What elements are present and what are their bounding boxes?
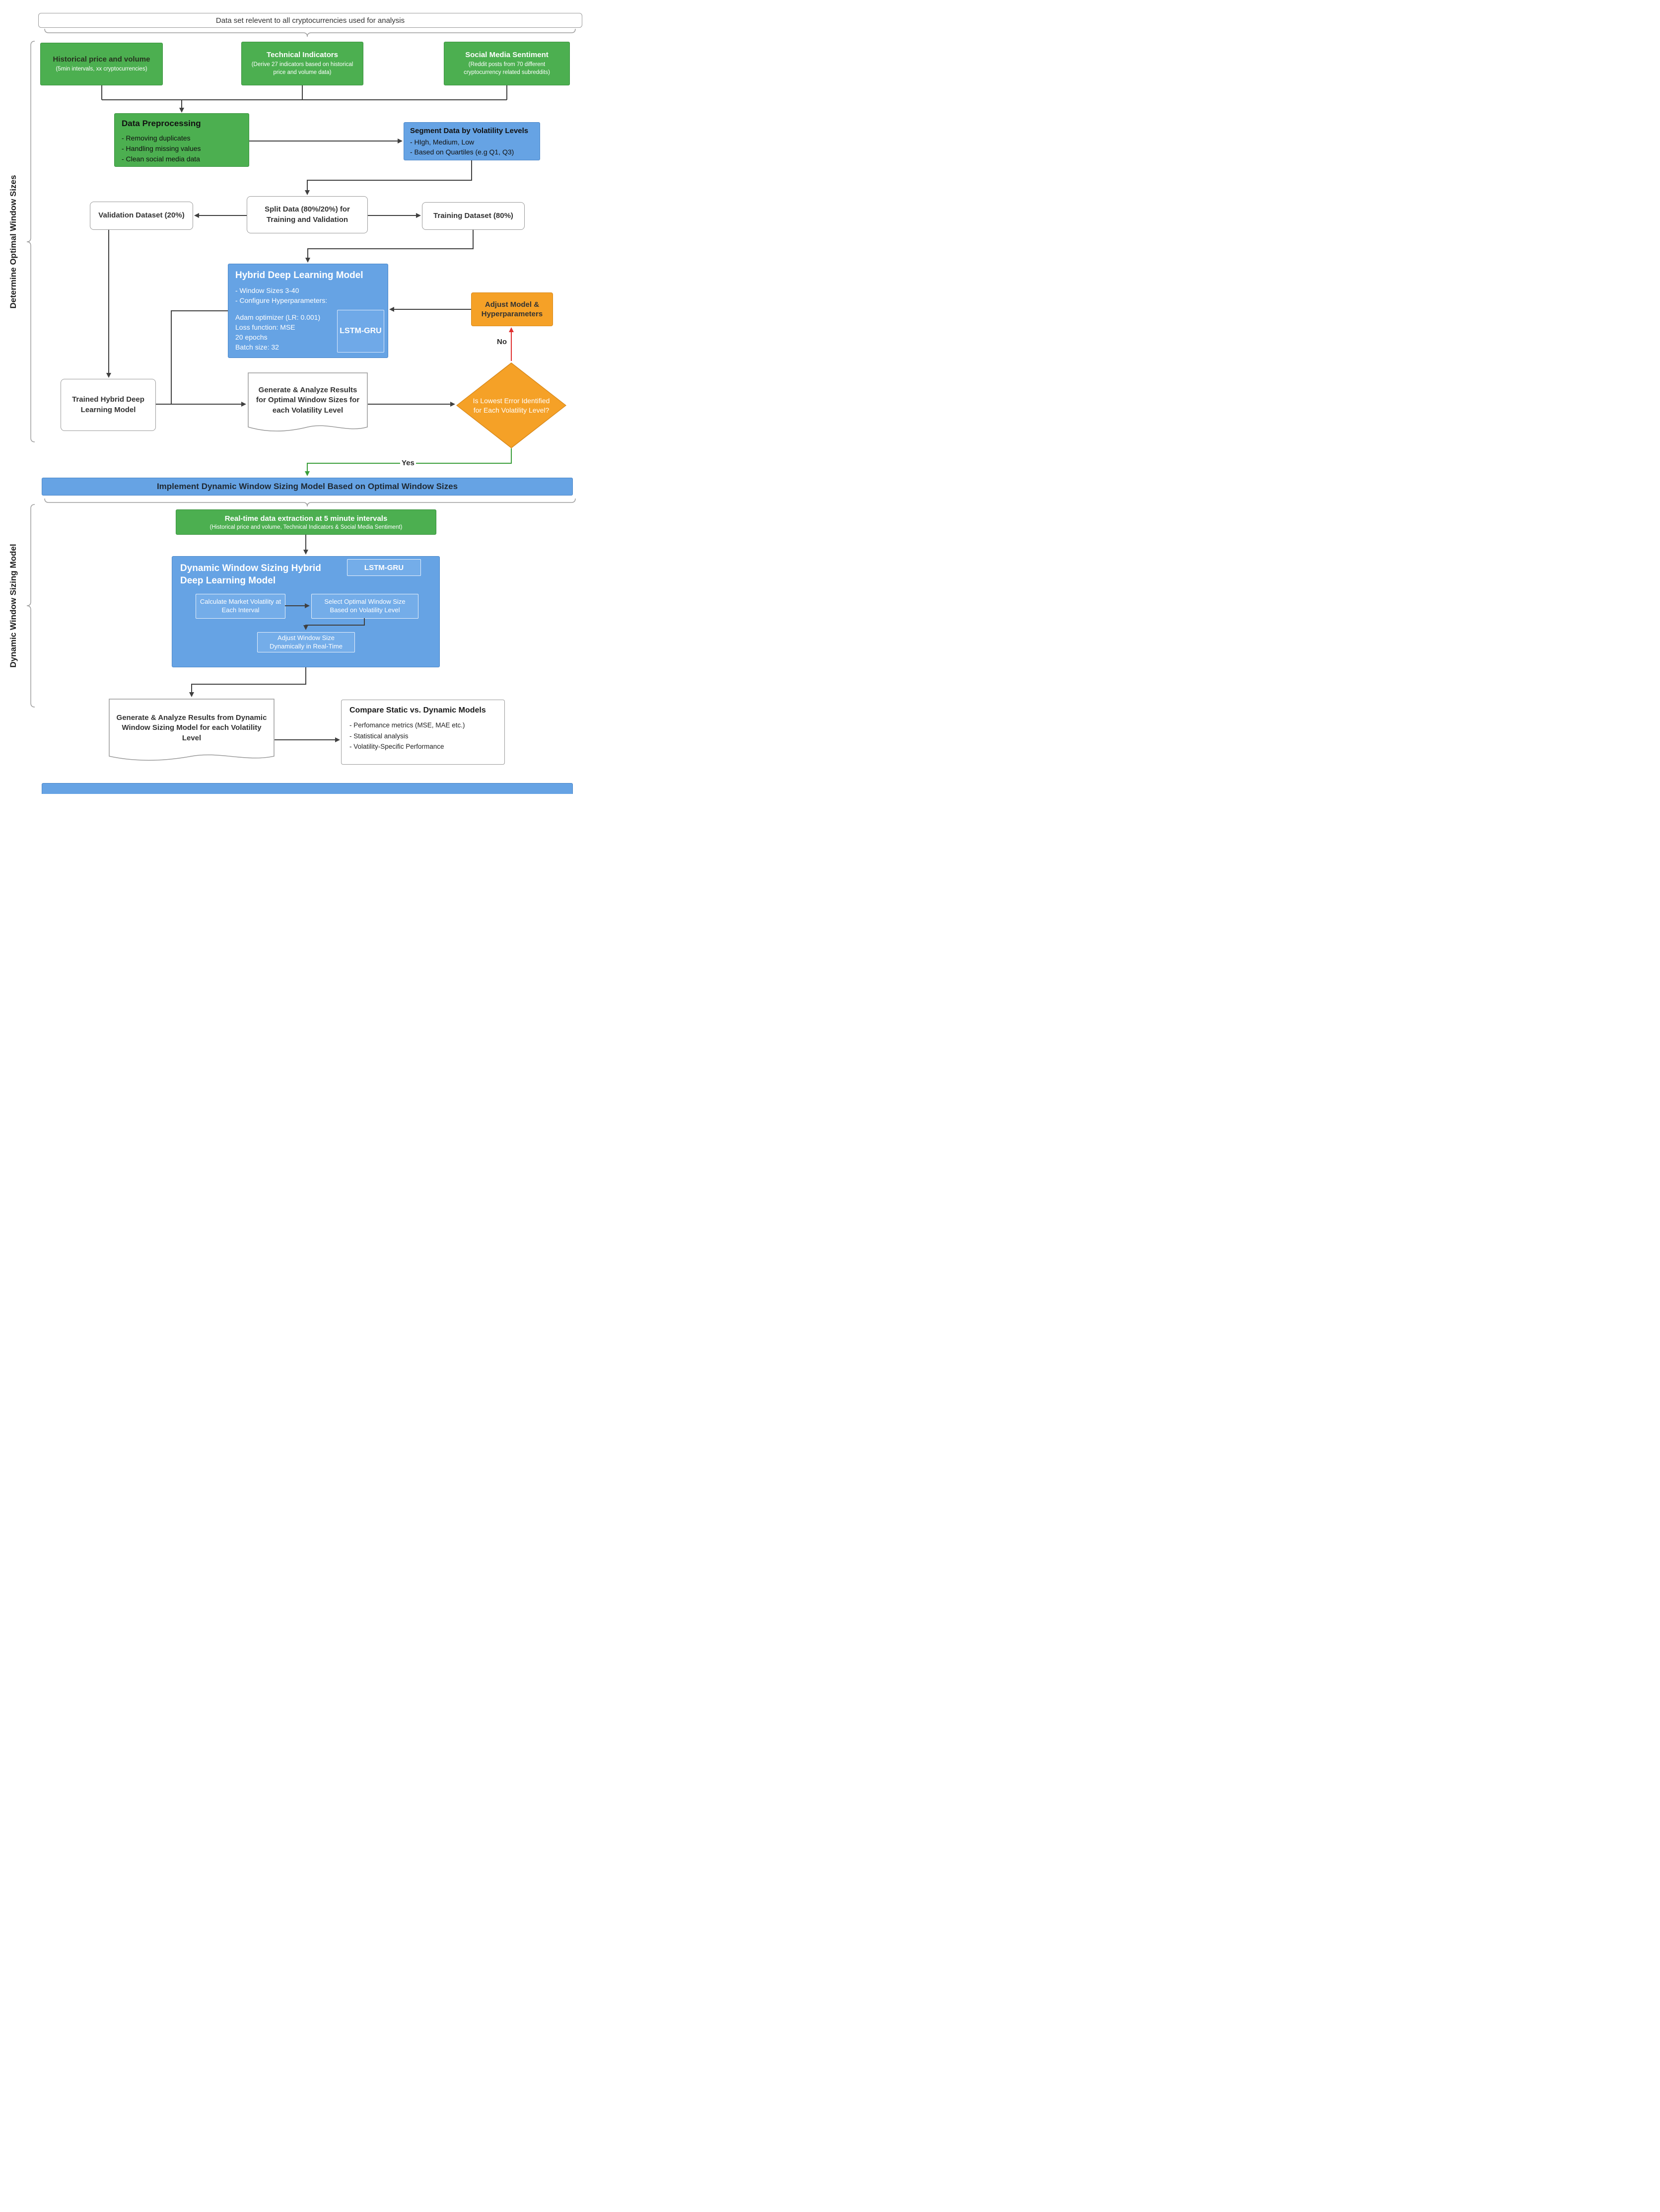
results-dynamic-label: Generate & Analyze Results from Dynamic Window Sizing Model for each Volatility Level: [116, 714, 267, 742]
preprocessing-item: - Removing duplicates: [122, 134, 191, 142]
segment-title: Segment Data by Volatility Levels: [410, 127, 529, 135]
lstm-gru-badge: LSTM-GRU: [337, 310, 384, 353]
lstm-gru-badge: LSTM-GRU: [347, 559, 421, 576]
section2-brace: [27, 504, 35, 707]
training-dataset-box: [422, 202, 525, 230]
split-data-label: Split Data (80%/20%) for Training and Validation: [265, 205, 350, 224]
results-static-doc: [248, 372, 368, 435]
implement-banner: [42, 478, 573, 496]
dataset-banner-label: Data set relevent to all cryptocurrencies used for analysis: [215, 16, 405, 25]
dynamic-model-box: [172, 556, 440, 667]
split-data-box: [247, 196, 368, 233]
yes-label: Yes: [400, 459, 416, 467]
arrow-dynamic-to-results: [192, 667, 306, 696]
arrow-training-to-hybrid: [308, 230, 473, 262]
realtime-title: Real-time data extraction at 5 minute intervals: [224, 514, 388, 523]
validation-dataset-box: [90, 202, 193, 230]
realtime-extraction-box: [176, 509, 436, 535]
decision-label: Is Lowest Error Identified for Each Volatility Level?: [473, 396, 550, 414]
results-static-label: Generate & Analyze Results for Optimal Window Sizes for each Volatility Level: [256, 386, 360, 415]
training-dataset-label: Training Dataset (80%): [433, 211, 513, 220]
historical-data-subtitle: (5min intervals, xx cryptocurrencies): [56, 66, 147, 72]
hybrid-bullet: - Configure Hyperparameters:: [235, 296, 328, 305]
hybrid-param: Loss function: MSE: [235, 323, 295, 331]
historical-data-box: [40, 43, 163, 85]
implement-banner-label: Implement Dynamic Window Sizing Model Based on Optimal Window Sizes: [156, 482, 458, 491]
section1-brace: [27, 41, 35, 442]
hybrid-param: Adam optimizer (LR: 0.001): [235, 313, 321, 321]
arrow-segment-to-split: [307, 160, 472, 194]
hybrid-param: 20 epochs: [235, 333, 268, 342]
hybrid-model-title: Hybrid Deep Learning Model: [235, 270, 363, 281]
preprocessing-box: [114, 113, 249, 167]
compare-item: - Perfomance metrics (MSE, MAE etc.): [349, 721, 465, 729]
technical-indicators-box: [241, 42, 363, 85]
trained-model-label: Trained Hybrid Deep Learning Model: [72, 395, 144, 414]
hybrid-bullet: - Window Sizes 3-40: [235, 286, 299, 294]
social-sentiment-title: Social Media Sentiment: [465, 50, 549, 59]
section2-label: Dynamic Window Sizing Model: [8, 544, 18, 668]
decision-diamond: [456, 362, 566, 448]
adjust-model-label: Adjust Model & Hyperparameters: [481, 300, 543, 318]
compare-models-box: [341, 700, 505, 765]
technical-indicators-title: Technical Indicators: [267, 50, 338, 59]
segment-item: - Based on Quartiles (e.g Q1, Q3): [410, 148, 514, 156]
preprocessing-item: - Handling missing values: [122, 144, 201, 152]
top-group-bracket: [45, 29, 575, 37]
hybrid-model-box: [228, 264, 388, 358]
realtime-subtitle: (Historical price and volume, Technical Indicators & Social Media Sentiment): [209, 524, 403, 530]
validation-dataset-label: Validation Dataset (20%): [98, 211, 185, 220]
segment-volatility-box: [404, 122, 540, 160]
hybrid-param: Batch size: 32: [235, 343, 279, 352]
preprocessing-item: - Clean social media data: [122, 155, 200, 163]
compare-title: Compare Static vs. Dynamic Models: [349, 706, 486, 714]
compare-item: - Statistical analysis: [349, 732, 409, 740]
social-sentiment-box: [444, 42, 570, 85]
dataset-banner: [38, 13, 582, 28]
social-sentiment-subtitle: (Reddit posts from 70 different cryptocurrency related subreddits): [464, 61, 550, 75]
dynamic-model-title: Dynamic Window Sizing Hybrid Deep Learning Model: [180, 563, 321, 586]
preprocessing-title: Data Preprocessing: [122, 119, 201, 128]
results-dynamic-doc: [109, 699, 275, 765]
no-label: No: [495, 338, 508, 346]
historical-data-title: Historical price and volume: [53, 55, 150, 64]
segment-item: - HIgh, Medium, Low: [410, 138, 475, 146]
second-group-bracket: [45, 499, 575, 506]
trained-model-box: [61, 379, 156, 431]
adjust-model-box: [471, 292, 553, 326]
adjust-window-step: Adjust Window Size Dynamically in Real-Time: [257, 632, 355, 652]
bottom-banner: [42, 783, 573, 794]
technical-indicators-subtitle: (Derive 27 indicators based on historical price and volume data): [251, 61, 353, 75]
calculate-volatility-step: Calculate Market Volatility at Each Interval: [196, 594, 285, 619]
select-window-step: Select Optimal Window Size Based on Volatility Level: [311, 594, 418, 619]
section1-label: Determine Optimal Window Sizes: [8, 175, 18, 309]
flowchart-canvas: [0, 0, 596, 794]
compare-item: - Volatility-Specific Performance: [349, 743, 444, 751]
